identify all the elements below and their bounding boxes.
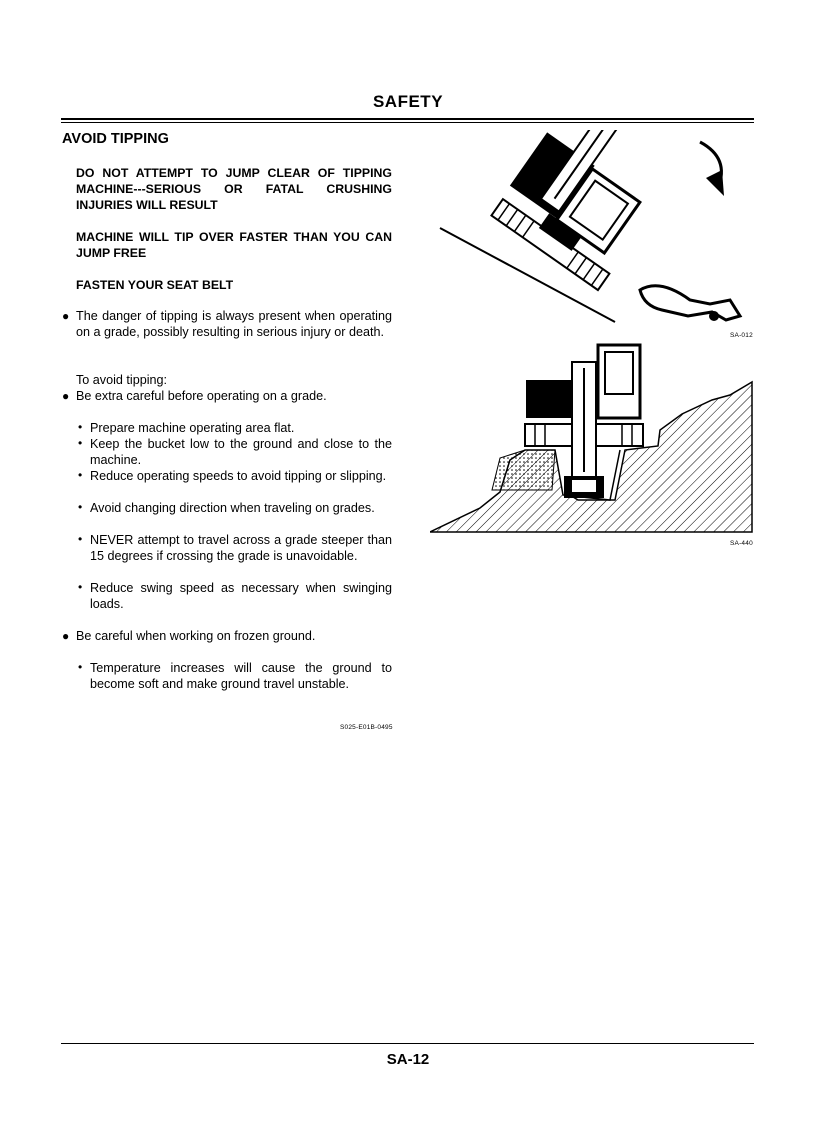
page-number: SA-12 xyxy=(386,1051,430,1068)
page-title: SAFETY xyxy=(372,92,444,111)
bullet-grade xyxy=(62,388,392,404)
intro-text: To avoid tipping: xyxy=(76,373,168,387)
bullet-dot: ● xyxy=(62,389,70,403)
slope-excavator-illustration xyxy=(430,340,760,536)
figure-1-label: SA-012 xyxy=(730,332,753,339)
danger-text: The danger of tipping is always present when operating on a grade, possibly resulting in serious injury or death. xyxy=(76,309,392,339)
list-item: • Temperature increases will cause the ground to become soft and make ground travel unstable. xyxy=(78,660,392,691)
footer-rule xyxy=(61,1043,754,1044)
list-item: • Reduce operating speeds to avoid tipping or slipping. xyxy=(78,468,387,483)
bullet-frozen xyxy=(62,628,392,644)
figure-2-label: SA-440 xyxy=(730,540,753,547)
warning-seat-belt: FASTEN YOUR SEAT BELT xyxy=(76,278,234,292)
warning-jump-clear: DO NOT ATTEMPT TO JUMP CLEAR OF TIPPING MACHINE---SERIOUS OR FATAL CRUSHING INJURIES WILL RESULT xyxy=(76,166,392,212)
document-code: S025-E01B-0495 xyxy=(340,724,393,731)
bullet-frozen-text: Be careful when working on frozen ground. xyxy=(76,629,316,643)
list-item: • Keep the bucket low to the ground and close to the machine. xyxy=(78,436,392,467)
list-item: • Reduce swing speed as necessary when swinging loads. xyxy=(78,580,392,611)
bullet-grade-text: Be extra careful before operating on a grade. xyxy=(76,389,327,403)
danger-paragraph xyxy=(62,308,392,340)
list-item: • Avoid changing direction when traveling on grades. xyxy=(78,500,375,515)
section-title: AVOID TIPPING xyxy=(62,131,169,147)
header-rule-thin xyxy=(61,122,754,123)
tipping-machine-illustration xyxy=(430,130,760,330)
list-item: • NEVER attempt to travel across a grade steeper than 15 degrees if crossing the grade is unavoidable. xyxy=(78,532,392,563)
header-rule-thick xyxy=(61,118,754,120)
list-item: • Prepare machine operating area flat. xyxy=(78,420,295,435)
bullet-dot: ● xyxy=(62,629,70,643)
bullet-dot: ● xyxy=(62,309,70,323)
warning-tip-faster: MACHINE WILL TIP OVER FASTER THAN YOU CAN JUMP FREE xyxy=(76,230,392,260)
